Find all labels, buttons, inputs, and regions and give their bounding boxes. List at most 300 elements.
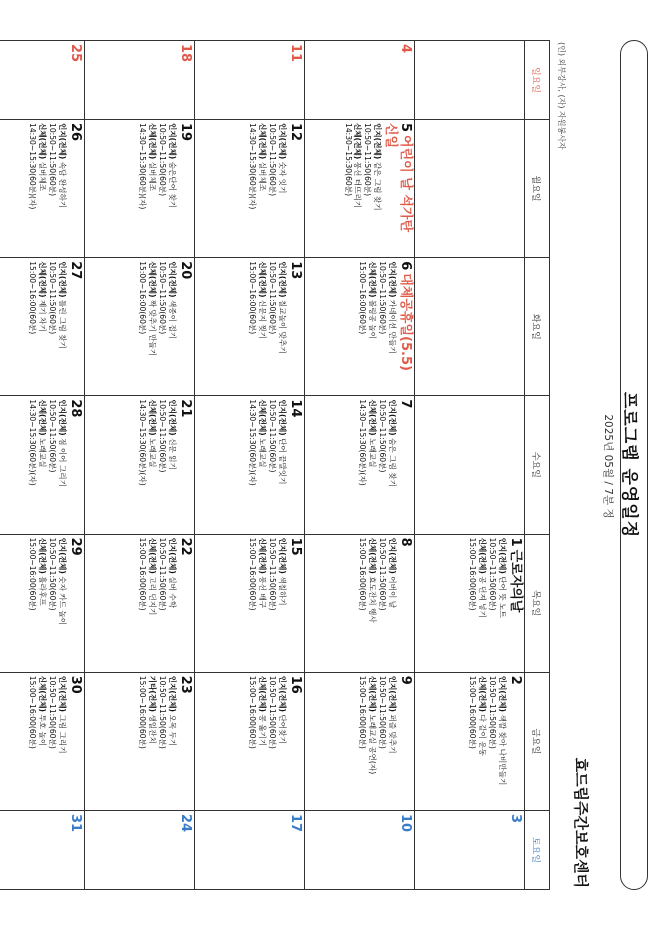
program-category: 인지(전체): [168, 675, 178, 713]
program-time-text: 15:00~16:00(60분): [28, 537, 38, 611]
program-time-text: 10:50~11:50(60분): [378, 399, 388, 473]
program-time: [358, 261, 368, 392]
day-cell: [415, 672, 525, 810]
program-name: 숫자 잇기: [278, 161, 288, 194]
program-category: 신체(전체): [148, 123, 158, 160]
program-time: [267, 399, 277, 530]
day-number: 17: [288, 814, 303, 833]
program-category: 신체(전체): [38, 123, 48, 160]
program-entry: [167, 123, 177, 254]
program-entry: [147, 676, 157, 807]
program-category: 신체(전체): [258, 675, 268, 713]
day-number: 4: [398, 44, 413, 54]
program-entry: [277, 123, 287, 254]
day-number: 26: [68, 123, 83, 142]
program-entry: [37, 123, 47, 254]
program-time: [248, 123, 258, 254]
program-time-text: 10:50~11:50(60분): [158, 537, 168, 611]
program-entry: [277, 676, 287, 807]
program-entry: [257, 123, 267, 254]
program-time: [138, 676, 148, 807]
program-time-text: 10:50~11:50(60분): [268, 399, 278, 473]
holiday-label-cont: 신일: [383, 123, 399, 149]
day-cell: [85, 811, 195, 890]
program-name: 노래교실: [148, 438, 158, 468]
program-name: 실버체조: [148, 161, 158, 192]
day-cell: [195, 41, 305, 120]
program-category: 인지(전체): [498, 537, 508, 574]
day-number: 5: [398, 123, 413, 133]
program-time-text: 15:00~16:00(60분): [248, 675, 258, 749]
day-cell: [195, 258, 305, 396]
day-cell: [0, 258, 85, 396]
program-time-text: 10:50~11:50(60분): [158, 675, 168, 749]
day-cell: [415, 811, 525, 890]
program-entry: [387, 261, 397, 392]
program-name: 실버체조: [38, 161, 48, 192]
program-time: [358, 676, 368, 807]
program-entry: [367, 399, 377, 530]
program-time-text: 15:00~16:00(60분): [358, 261, 368, 335]
day-cell: [305, 120, 415, 258]
program-category: 인지(전체): [278, 123, 288, 160]
program-category: 신체(전체): [38, 675, 48, 713]
program-time: [47, 261, 57, 392]
program-time: [157, 538, 167, 669]
program-name: 점 이어 그리기: [58, 438, 68, 487]
day-cell: [85, 396, 195, 534]
program-category: 인지(전체): [168, 537, 178, 574]
program-category: 인지(전체): [278, 399, 288, 436]
day-cell: [85, 41, 195, 120]
program-name: 숨은 그림 찾기: [388, 438, 398, 487]
program-category: 신체(전체): [148, 399, 158, 436]
day-cell: [305, 41, 415, 120]
program-category: 인지(전체): [58, 537, 68, 574]
program-entry: [497, 676, 507, 807]
program-entry: [497, 538, 507, 669]
day-number: 6: [398, 261, 413, 271]
day-cell: [0, 672, 85, 810]
day-cell: [195, 672, 305, 810]
program-entry: [277, 538, 287, 669]
program-time: [28, 676, 38, 807]
program-time: [138, 123, 148, 254]
program-time-text: 10:50~11:50(60분): [48, 399, 58, 473]
program-time: [468, 676, 478, 807]
day-number: 31: [68, 814, 83, 833]
day-cell: [305, 672, 415, 810]
program-time-text: 10:50~11:50(60분): [488, 675, 498, 749]
program-entry: [477, 538, 487, 669]
program-time: [487, 676, 497, 807]
program-name: 어버이 날: [388, 576, 398, 609]
week-row: [305, 41, 415, 890]
day-number: 20: [178, 261, 193, 280]
program-entry: [147, 261, 157, 392]
day-cell: [305, 258, 415, 396]
program-time: [267, 676, 277, 807]
program-category: 신체(전체): [148, 537, 158, 574]
program-time-text: 10:50~11:50(60분): [48, 123, 58, 197]
program-name: 효도잔치 행사: [368, 576, 378, 623]
program-category: 신체(전체): [368, 399, 378, 436]
day-cell: [0, 41, 85, 120]
day-cell: [0, 534, 85, 672]
day-number: 11: [288, 44, 303, 63]
program-category: 신체(전체): [38, 537, 48, 574]
program-name: 고리 던지기: [148, 576, 158, 616]
program-name: 노래교실: [38, 438, 48, 468]
program-category: 신체(전체): [353, 123, 363, 160]
program-entry: [367, 261, 377, 392]
program-name: 카네이션 만들기: [388, 299, 398, 354]
program-category: 인지(전체): [278, 675, 288, 713]
program-entry: [353, 123, 363, 254]
program-name: 단어찾기: [278, 714, 288, 744]
day-cell: [415, 120, 525, 258]
page-subtitle: 2025년 05월 / 7분 정: [602, 414, 614, 519]
program-time-text: 14:30~15:30(60분)(자): [28, 123, 38, 210]
program-time: [157, 123, 167, 254]
program-name: 신문지 찢기: [258, 299, 268, 339]
program-entry: [167, 676, 177, 807]
center-name: 효드림주간보호센터: [572, 757, 590, 888]
program-name: 색깔 찾아 나비만들기: [498, 714, 508, 786]
day-number: 16: [288, 675, 303, 694]
program-entry: [257, 538, 267, 669]
day-number: 3: [508, 814, 523, 824]
calendar-body: [0, 41, 525, 890]
day-cell: [415, 41, 525, 120]
program-time-text: 10:50~11:50(60분): [48, 675, 58, 749]
program-entry: [37, 538, 47, 669]
day-number: 12: [288, 123, 303, 142]
program-entry: [57, 676, 67, 807]
program-time-text: 10:50~11:50(60분): [378, 537, 388, 611]
program-entry: [387, 676, 397, 807]
program-time: [377, 261, 387, 392]
day-number: 19: [178, 123, 193, 142]
program-category: 인지(전체): [278, 537, 288, 574]
program-category: 신체(전체): [368, 675, 378, 713]
program-name: 틀린 그림 찾기: [58, 299, 68, 349]
program-time: [138, 538, 148, 669]
program-name: 칠교놀이 맞추기: [278, 299, 288, 354]
program-category: 신체(전체): [258, 399, 268, 436]
program-name: 신문 읽기: [168, 438, 178, 470]
program-entry: [167, 399, 177, 530]
program-time: [377, 399, 387, 530]
program-entry: [367, 538, 377, 669]
program-time: [157, 261, 167, 392]
program-name: 제기 차기: [38, 299, 48, 332]
program-time-text: 14:30~15:30(60분)(자): [248, 123, 258, 210]
program-entry: [387, 399, 397, 530]
day-cell: [305, 396, 415, 534]
program-time-text: 15:00~16:00(60분): [468, 537, 478, 611]
day-number: 8: [398, 537, 413, 547]
day-cell: [415, 258, 525, 396]
program-time-text: 14:30~15:30(60분)(자): [28, 399, 38, 486]
weekday-header-row: [525, 41, 550, 890]
program-time-text: 15:00~16:00(60분): [358, 537, 368, 611]
program-name: 노래교실: [258, 438, 268, 468]
program-time-text: 15:00~16:00(60분): [138, 261, 148, 335]
weekday-header-thursday: 목요일: [525, 534, 550, 672]
program-name: 숨은단어 찾기: [168, 161, 178, 209]
day-number: 30: [68, 675, 83, 694]
program-name: 생일잔치: [148, 714, 158, 744]
program-time-text: 10:50~11:50(60분): [363, 123, 373, 197]
program-time-text: 10:50~11:50(60분): [378, 675, 388, 749]
week-row: [415, 41, 525, 890]
program-category: 인지(전체): [388, 537, 398, 574]
program-category: 인지(전체): [168, 123, 178, 160]
program-entry: [277, 261, 287, 392]
day-number: 29: [68, 537, 83, 556]
program-time: [248, 538, 258, 669]
program-time-text: 10:50~11:50(60분): [48, 261, 58, 335]
week-row: [0, 41, 85, 890]
program-time: [358, 538, 368, 669]
weekday-header-sunday: 일요일: [525, 41, 550, 120]
program-time-text: 14:30~15:30(60분): [343, 123, 353, 197]
title-banner: [620, 40, 648, 890]
day-cell: [415, 396, 525, 534]
program-time: [28, 261, 38, 392]
weekday-header-tuesday: 화요일: [525, 258, 550, 396]
program-entry: [372, 123, 382, 254]
program-category: 인지(전체): [58, 123, 68, 160]
program-time-text: 10:50~11:50(60분): [158, 123, 168, 197]
program-time: [28, 538, 38, 669]
program-entry: [257, 261, 267, 392]
program-entry: [257, 399, 267, 530]
program-name: 그림 그리기: [58, 714, 68, 754]
program-entry: [147, 399, 157, 530]
program-time: [248, 399, 258, 530]
program-time-text: 14:30~15:30(60분)(자): [248, 399, 258, 486]
program-name: 색칠하기: [278, 576, 288, 606]
program-time: [267, 538, 277, 669]
program-time: [157, 399, 167, 530]
program-name: 투호 놀이: [38, 714, 48, 747]
day-cell: [305, 534, 415, 672]
program-category: 인지(전체): [388, 261, 398, 298]
day-number: 24: [178, 814, 193, 833]
program-time-text: 15:00~16:00(60분): [248, 537, 258, 611]
program-category: 인지(전체): [388, 399, 398, 436]
program-time: [47, 123, 57, 254]
program-name: 속담 완성하기: [58, 161, 68, 209]
program-category: 신체(전체): [368, 261, 378, 298]
program-category: 신체(전체): [148, 261, 158, 298]
weekday-header-friday: 금요일: [525, 672, 550, 810]
day-number: 22: [178, 537, 193, 556]
program-name: 실버 수학: [168, 576, 178, 609]
program-category: 인지(전체): [388, 675, 398, 713]
program-entry: [147, 123, 157, 254]
day-cell: [85, 258, 195, 396]
program-category: 인지(전체): [373, 123, 383, 160]
program-name: 색종이 접기: [168, 299, 178, 339]
program-entry: [57, 399, 67, 530]
program-category: 신체(전체): [368, 537, 378, 574]
day-cell: [195, 811, 305, 890]
program-category: 인지(전체): [58, 675, 68, 713]
holiday-label: 어린이 날 석가탄: [398, 135, 413, 233]
program-time-text: 15:00~16:00(60분): [138, 675, 148, 749]
program-time-text: 10:50~11:50(60분): [268, 123, 278, 197]
program-entry: [277, 399, 287, 530]
weekday-header-monday: 월요일: [525, 120, 550, 258]
program-time: [248, 676, 258, 807]
program-category: 인지(전체): [498, 675, 508, 713]
program-time: [28, 123, 38, 254]
day-cell: [195, 534, 305, 672]
program-time: [157, 676, 167, 807]
program-time-text: 10:50~11:50(60분): [268, 537, 278, 611]
day-cell: [305, 811, 415, 890]
day-number: 2: [508, 675, 523, 685]
holiday-label: 대체공휴일(5.5): [398, 273, 413, 371]
legend-note: (인) 외부강사, (자) 자원봉사자: [557, 42, 566, 150]
day-number: 28: [68, 399, 83, 418]
day-number: 23: [178, 675, 193, 694]
program-time-text: 10:50~11:50(60분): [488, 537, 498, 611]
day-cell: [85, 120, 195, 258]
program-category: 인지(전체): [168, 261, 178, 298]
program-name: 퍼즐 맞추기: [388, 714, 398, 754]
program-time-text: 15:00~16:00(60분): [248, 261, 258, 335]
holiday-label: 근로자의날: [508, 549, 523, 613]
program-time-text: 14:30~15:30(60분)(자): [138, 123, 148, 210]
program-name: 훌라후프: [38, 576, 48, 606]
day-number: 15: [288, 537, 303, 556]
program-entry: [257, 676, 267, 807]
program-entry: [57, 123, 67, 254]
program-entry: [387, 538, 397, 669]
program-time: [487, 538, 497, 669]
day-cell: [0, 120, 85, 258]
program-time: [248, 261, 258, 392]
program-time: [28, 399, 38, 530]
program-category: 신체(전체): [478, 675, 488, 713]
program-name: 단어 끝말잇기: [278, 438, 288, 485]
program-time-text: 14:30~15:30(60분)(자): [138, 399, 148, 486]
program-time-text: 10:50~11:50(60분): [378, 261, 388, 335]
program-time-text: 15:00~16:00(60분): [28, 261, 38, 335]
program-time: [47, 399, 57, 530]
program-entry: [37, 676, 47, 807]
program-time: [362, 123, 372, 254]
day-cell: [0, 396, 85, 534]
program-entry: [167, 538, 177, 669]
program-time-text: 10:50~11:50(60분): [158, 399, 168, 473]
day-cell: [85, 672, 195, 810]
program-time: [47, 676, 57, 807]
program-entry: [37, 399, 47, 530]
weekday-header-wednesday: 수요일: [525, 396, 550, 534]
program-entry: [57, 538, 67, 669]
day-number: 9: [398, 675, 413, 685]
program-time-text: 14:30~15:30(60분)(자): [358, 399, 368, 486]
page-title: 프로그램 운영일정: [619, 391, 639, 539]
program-name: 노래교실: [368, 438, 378, 468]
program-category: 신체(전체): [258, 123, 268, 160]
program-category: 인지(전체): [168, 399, 178, 436]
program-time: [267, 123, 277, 254]
program-category: 기타(전체): [148, 675, 158, 713]
program-name: 짝 맞추기 만들기: [148, 299, 158, 357]
program-time: [138, 399, 148, 530]
program-time-text: 15:00~16:00(60분): [358, 675, 368, 749]
program-entry: [57, 261, 67, 392]
program-name: 노래교실 공연(자): [368, 714, 378, 775]
program-name: 오목 두기: [168, 714, 178, 747]
program-time: [267, 261, 277, 392]
program-time: [468, 538, 478, 669]
program-name: 콩 옮기기: [258, 714, 268, 747]
program-category: 인지(전체): [58, 261, 68, 298]
day-number: 14: [288, 399, 303, 418]
week-row: [195, 41, 305, 890]
weekday-header-saturday: 토요일: [525, 811, 550, 890]
program-category: 신체(전체): [38, 261, 48, 298]
calendar-table: [0, 40, 550, 890]
program-time-text: 10:50~11:50(60분): [268, 261, 278, 335]
day-number: 1: [508, 537, 523, 547]
program-name: 공 던져 넣기: [478, 576, 488, 618]
program-time: [47, 538, 57, 669]
program-time: [358, 399, 368, 530]
program-category: 인지(전체): [58, 399, 68, 436]
program-time: [138, 261, 148, 392]
program-name: 볼링공 놀이: [368, 299, 378, 339]
day-number: 21: [178, 399, 193, 418]
program-category: 신체(전체): [258, 537, 268, 574]
program-category: 인지(전체): [278, 261, 288, 298]
program-entry: [167, 261, 177, 392]
program-entry: [37, 261, 47, 392]
program-time-text: 10:50~11:50(60분): [48, 537, 58, 611]
program-name: 다 같이 운동: [478, 714, 488, 756]
program-name: 풍선 터뜨리기: [353, 161, 363, 209]
program-name: 같은 그림 찾기: [373, 161, 383, 211]
program-time-text: 10:50~11:50(60분): [158, 261, 168, 335]
day-cell: [195, 120, 305, 258]
program-time: [343, 123, 353, 254]
program-time-text: 15:00~16:00(60분): [28, 675, 38, 749]
day-cell: [0, 811, 85, 890]
program-time-text: 10:50~11:50(60분): [268, 675, 278, 749]
program-time-text: 15:00~16:00(60분): [138, 537, 148, 611]
program-category: 신체(전체): [38, 399, 48, 436]
program-category: 신체(전체): [478, 537, 488, 574]
day-number: 10: [398, 814, 413, 833]
program-time: [377, 676, 387, 807]
program-name: 단어 뜻 노트: [498, 576, 508, 618]
day-number: 25: [68, 44, 83, 63]
day-cell: [195, 396, 305, 534]
program-entry: [147, 538, 157, 669]
program-name: 풍선 배구: [258, 576, 268, 609]
program-name: 숫자 카드 놀이: [58, 576, 68, 626]
day-number: 13: [288, 261, 303, 280]
program-entry: [367, 676, 377, 807]
week-row: [85, 41, 195, 890]
